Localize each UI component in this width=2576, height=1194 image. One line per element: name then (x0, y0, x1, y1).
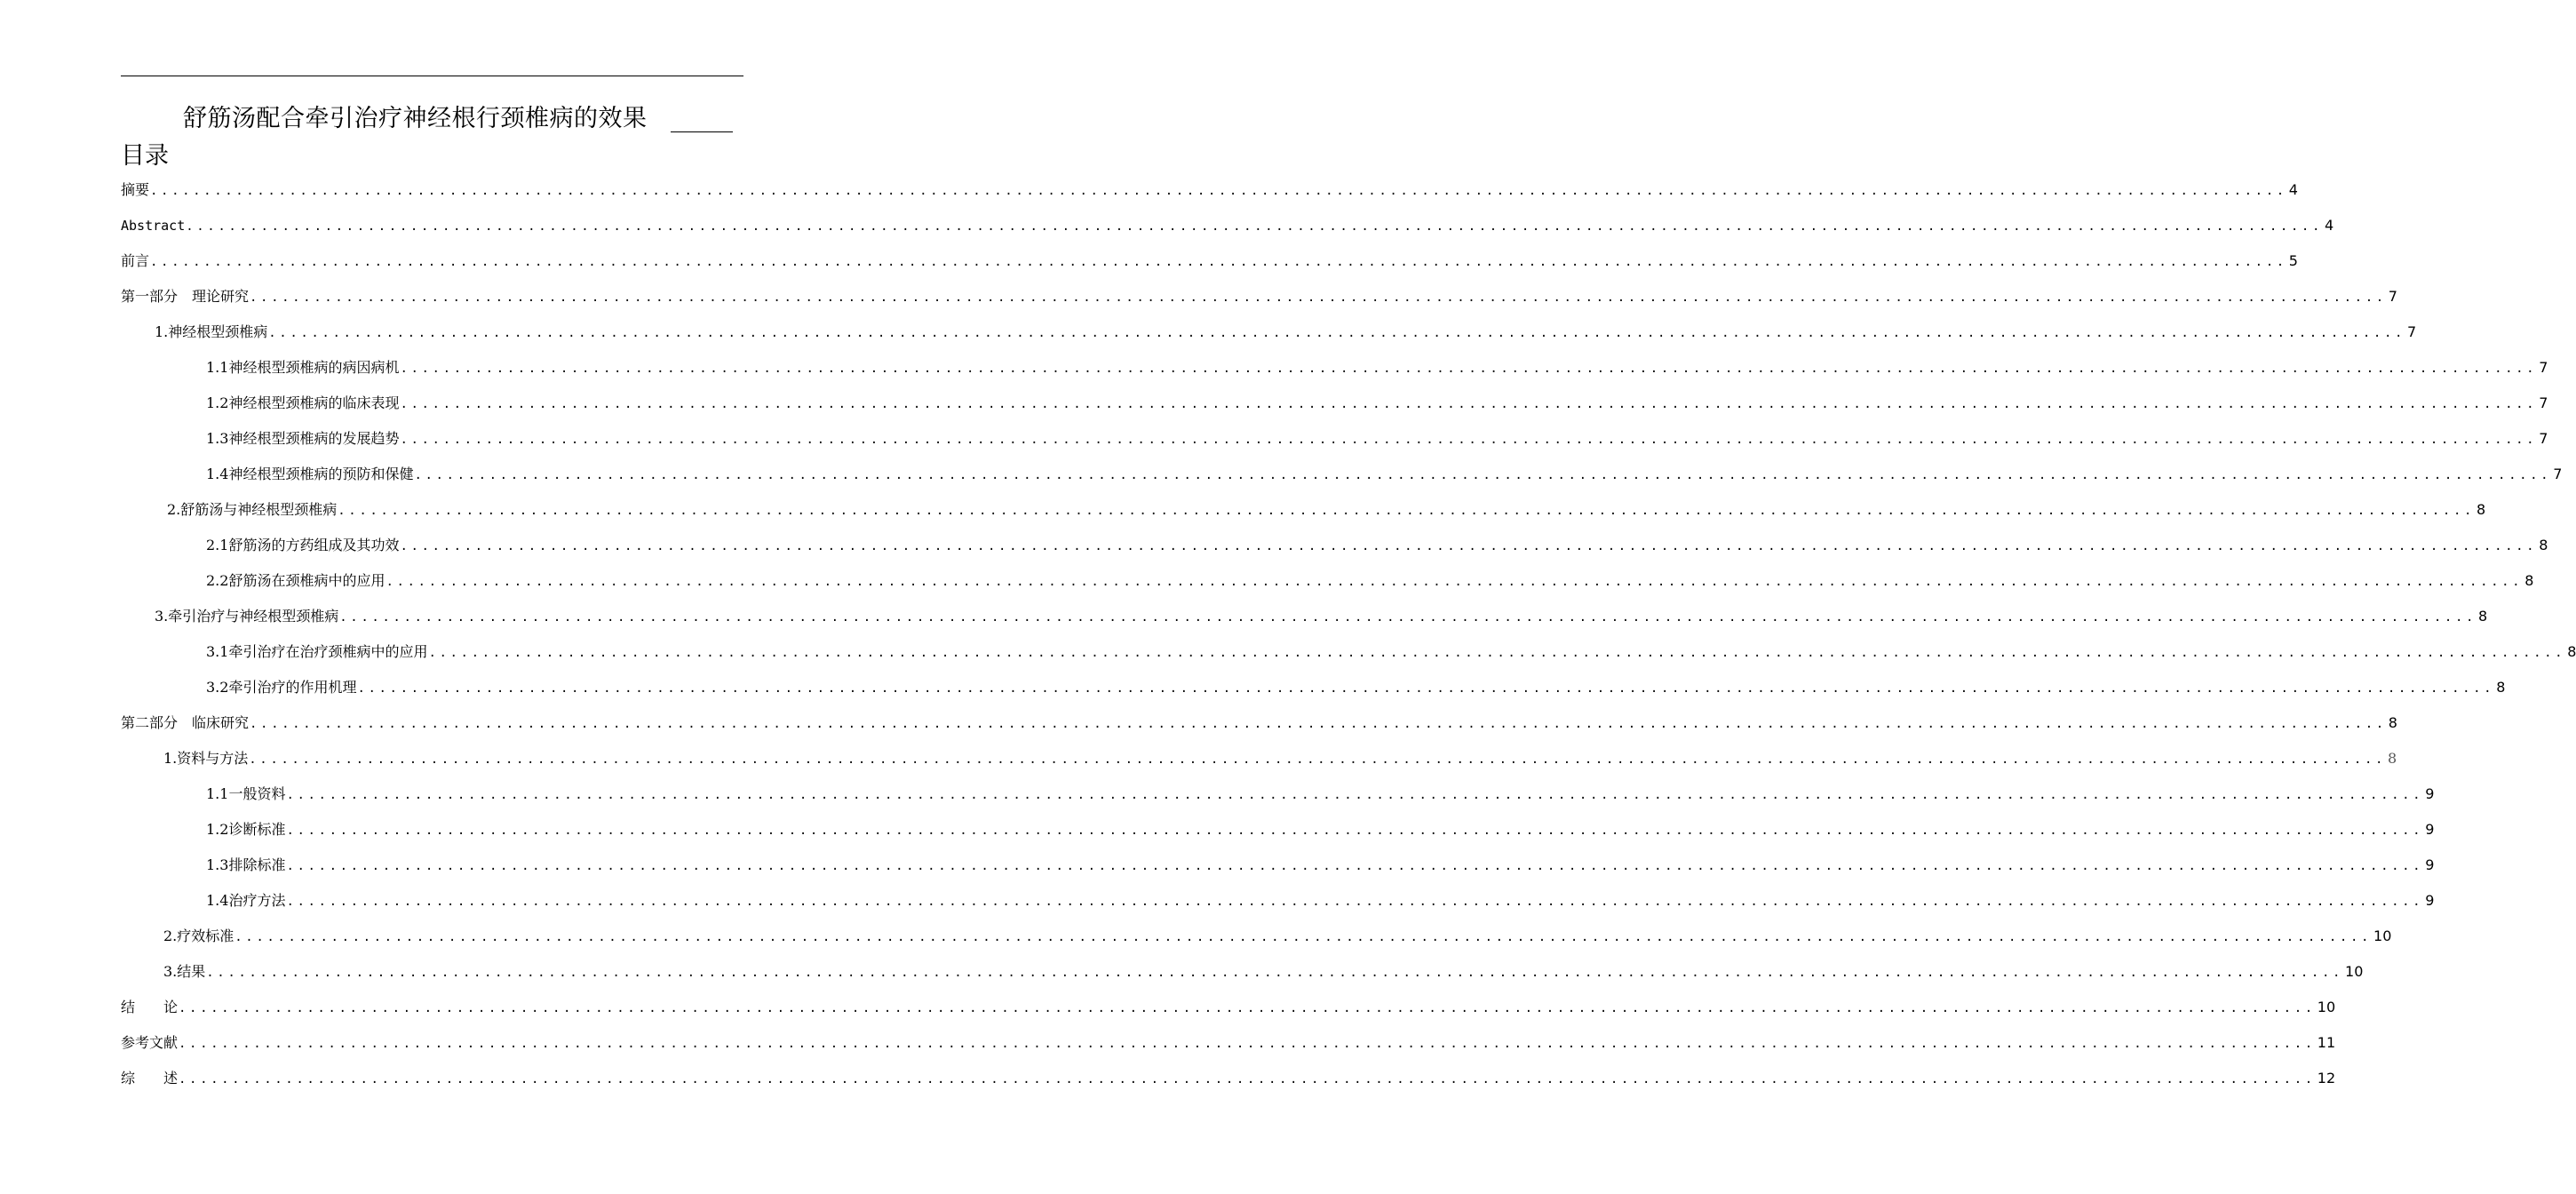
toc-entry-page: 9 (2425, 821, 2435, 838)
toc-entry-label: 3.1牵引治疗在治疗颈椎病中的应用 (206, 643, 428, 660)
toc-leader-dots: ........................................................................................................................................................................................................ (250, 717, 2387, 731)
toc-entry-section-3-results[interactable] (163, 959, 2364, 984)
toc-entry-page: 8 (2477, 501, 2486, 518)
toc-leader-dots: ........................................................................................................................................................................................................ (179, 1037, 2316, 1051)
toc-entry-page: 9 (2425, 856, 2435, 873)
toc-entry-section-1-1-general[interactable] (206, 782, 2435, 807)
toc-leader-dots: ........................................................................................................................................................................................................ (414, 468, 2552, 482)
toc-entry-page: 8 (2496, 679, 2506, 696)
toc-entry-label: 2.疗效标准 (163, 927, 235, 944)
toc-entry-label: 3.结果 (163, 963, 206, 980)
toc-entry-page: 9 (2425, 892, 2435, 909)
toc-leader-dots: ........................................................................................................................................................................................................ (186, 219, 2323, 234)
toc-entry-page: 10 (2373, 927, 2392, 944)
toc-entry-part-two[interactable] (121, 711, 2397, 736)
toc-leader-dots: ........................................................................................................................................................................................................ (179, 1072, 2316, 1087)
toc-entry-label: 1.2诊断标准 (206, 821, 286, 838)
toc-entry-section-2[interactable] (167, 498, 2486, 522)
toc-entry-review[interactable] (121, 1066, 2336, 1091)
toc-entry-page: 7 (2407, 323, 2417, 340)
toc-leader-dots: ........................................................................................................................................................................................................ (386, 575, 2524, 589)
toc-entry-section-1-1[interactable] (206, 355, 2548, 380)
toc-entry-label: 1.1神经根型颈椎病的病因病机 (206, 359, 400, 376)
toc-entry-page: 7 (2388, 288, 2397, 305)
toc-leader-dots: ........................................................................................................................................................................................................ (428, 646, 2566, 660)
toc-leader-dots: ........................................................................................................................................................................................................ (339, 610, 2477, 625)
toc-entry-abstract-cn[interactable] (121, 178, 2298, 203)
toc-leader-dots: ........................................................................................................................................................................................................ (150, 184, 2287, 198)
toc-entry-section-2-1[interactable] (206, 533, 2548, 558)
toc-leader-dots: ........................................................................................................................................................................................................ (268, 326, 2406, 340)
toc-entry-label: 1.1一般资料 (206, 785, 286, 802)
toc-entry-part-one[interactable] (121, 284, 2397, 309)
toc-entry-section-1-2-diagnosis[interactable] (206, 817, 2435, 842)
toc-leader-dots: ........................................................................................................................................................................................................ (400, 539, 2538, 553)
toc-entry-page: 8 (2524, 572, 2534, 589)
toc-entry-page: 10 (2345, 963, 2364, 980)
toc-entry-label: 1.3神经根型颈椎病的发展趋势 (206, 430, 400, 447)
toc-entry-page: 4 (2325, 217, 2334, 234)
toc-leader-dots: ........................................................................................................................................................................................................ (250, 291, 2387, 305)
toc-entry-page: 12 (2317, 1070, 2336, 1087)
toc-leader-dots: ........................................................................................................................................................................................................ (400, 397, 2538, 411)
toc-leader-dots: ........................................................................................................................................................................................................ (249, 752, 2387, 767)
toc-leader-dots: ........................................................................................................................................................................................................ (286, 859, 2424, 873)
document-title: 舒筋汤配合牵引治疗神经根行颈椎病的效果 (183, 105, 648, 132)
toc-entry-label: 结 论 (121, 999, 179, 1015)
toc-entry-page: 8 (2388, 714, 2397, 731)
toc-entry-page: 5 (2288, 252, 2298, 269)
toc-entry-section-2-efficacy[interactable] (163, 924, 2392, 949)
toc-entry-label: 1.资料与方法 (163, 750, 249, 767)
toc-entry-page: 9 (2425, 785, 2435, 802)
toc-entry-label: 3.2牵引治疗的作用机理 (206, 679, 357, 696)
toc-leader-dots: ........................................................................................................................................................................................................ (400, 433, 2538, 447)
toc-leader-dots: ........................................................................................................................................................................................................ (150, 255, 2287, 269)
toc-entry-label: 参考文献 (121, 1034, 179, 1051)
toc-entry-section-1[interactable] (155, 320, 2417, 345)
toc-entry-page: 8 (2388, 750, 2397, 767)
toc-entry-label: Abstract (121, 218, 186, 234)
toc-entry-page: 8 (2567, 643, 2576, 660)
toc-entry-section-3-1[interactable] (206, 640, 2576, 665)
toc-entry-label: 1.3排除标准 (206, 856, 286, 873)
toc-entry-section-3[interactable] (155, 604, 2488, 629)
toc-entry-label: 第一部分 理论研究 (121, 288, 250, 305)
toc-entry-label: 第二部分 临床研究 (121, 714, 250, 731)
toc-entry-page: 11 (2317, 1034, 2336, 1051)
toc-entry-label: 1.4治疗方法 (206, 892, 286, 909)
toc-entry-label: 2.2舒筋汤在颈椎病中的应用 (206, 572, 386, 589)
toc-entry-section-2-2[interactable] (206, 569, 2534, 593)
toc-leader-dots: ........................................................................................................................................................................................................ (286, 895, 2424, 909)
toc-entry-label: 2.舒筋汤与神经根型颈椎病 (167, 501, 338, 518)
toc-entry-label: 1.神经根型颈椎病 (155, 323, 268, 340)
toc-entry-label: 综 述 (121, 1070, 179, 1087)
toc-entry-section-1-materials[interactable] (163, 746, 2397, 771)
toc-entry-section-1-3-exclusion[interactable] (206, 853, 2435, 878)
toc-entry-section-1-2[interactable] (206, 391, 2548, 416)
toc-entry-page: 10 (2317, 999, 2336, 1015)
toc-entry-page: 7 (2539, 430, 2548, 447)
toc-entry-page: 4 (2288, 181, 2298, 198)
toc-entry-section-3-2[interactable] (206, 675, 2506, 700)
toc-entry-label: 前言 (121, 252, 150, 269)
toc-leader-dots: ........................................................................................................................................................................................................ (400, 362, 2538, 376)
toc-entry-page: 7 (2539, 359, 2548, 376)
toc-entry-label: 1.2神经根型颈椎病的临床表现 (206, 394, 400, 411)
toc-leader-dots: ........................................................................................................................................................................................................ (206, 966, 2344, 980)
toc-entry-label: 摘要 (121, 181, 150, 198)
toc-leader-dots: ........................................................................................................................................................................................................ (338, 504, 2476, 518)
toc-leader-dots: ........................................................................................................................................................................................................ (235, 930, 2373, 944)
toc-entry-conclusion[interactable] (121, 995, 2336, 1020)
toc-entry-abstract-en[interactable] (121, 213, 2334, 238)
toc-entry-section-1-4[interactable] (206, 462, 2563, 487)
toc-entry-page: 7 (2539, 394, 2548, 411)
toc-leader-dots: ........................................................................................................................................................................................................ (357, 681, 2495, 696)
toc-leader-dots: ........................................................................................................................................................................................................ (286, 788, 2424, 802)
toc-entry-label: 2.1舒筋汤的方药组成及其功效 (206, 537, 400, 553)
toc-entry-page: 8 (2478, 608, 2488, 625)
toc-heading: 目录 (121, 142, 169, 170)
toc-entry-label: 3.牵引治疗与神经根型颈椎病 (155, 608, 339, 625)
title-underline (671, 131, 733, 132)
toc-entry-section-1-3[interactable] (206, 426, 2548, 451)
toc-entry-page: 7 (2553, 466, 2563, 482)
toc-leader-dots: ........................................................................................................................................................................................................ (179, 1001, 2316, 1015)
toc-entry-references[interactable] (121, 1031, 2336, 1055)
toc-entry-label: 1.4神经根型颈椎病的预防和保健 (206, 466, 414, 482)
toc-leader-dots: ........................................................................................................................................................................................................ (286, 824, 2424, 838)
toc-entry-page: 8 (2539, 537, 2548, 553)
toc-entry-section-1-4-treatment[interactable] (206, 888, 2435, 913)
toc-entry-preface[interactable] (121, 249, 2298, 274)
